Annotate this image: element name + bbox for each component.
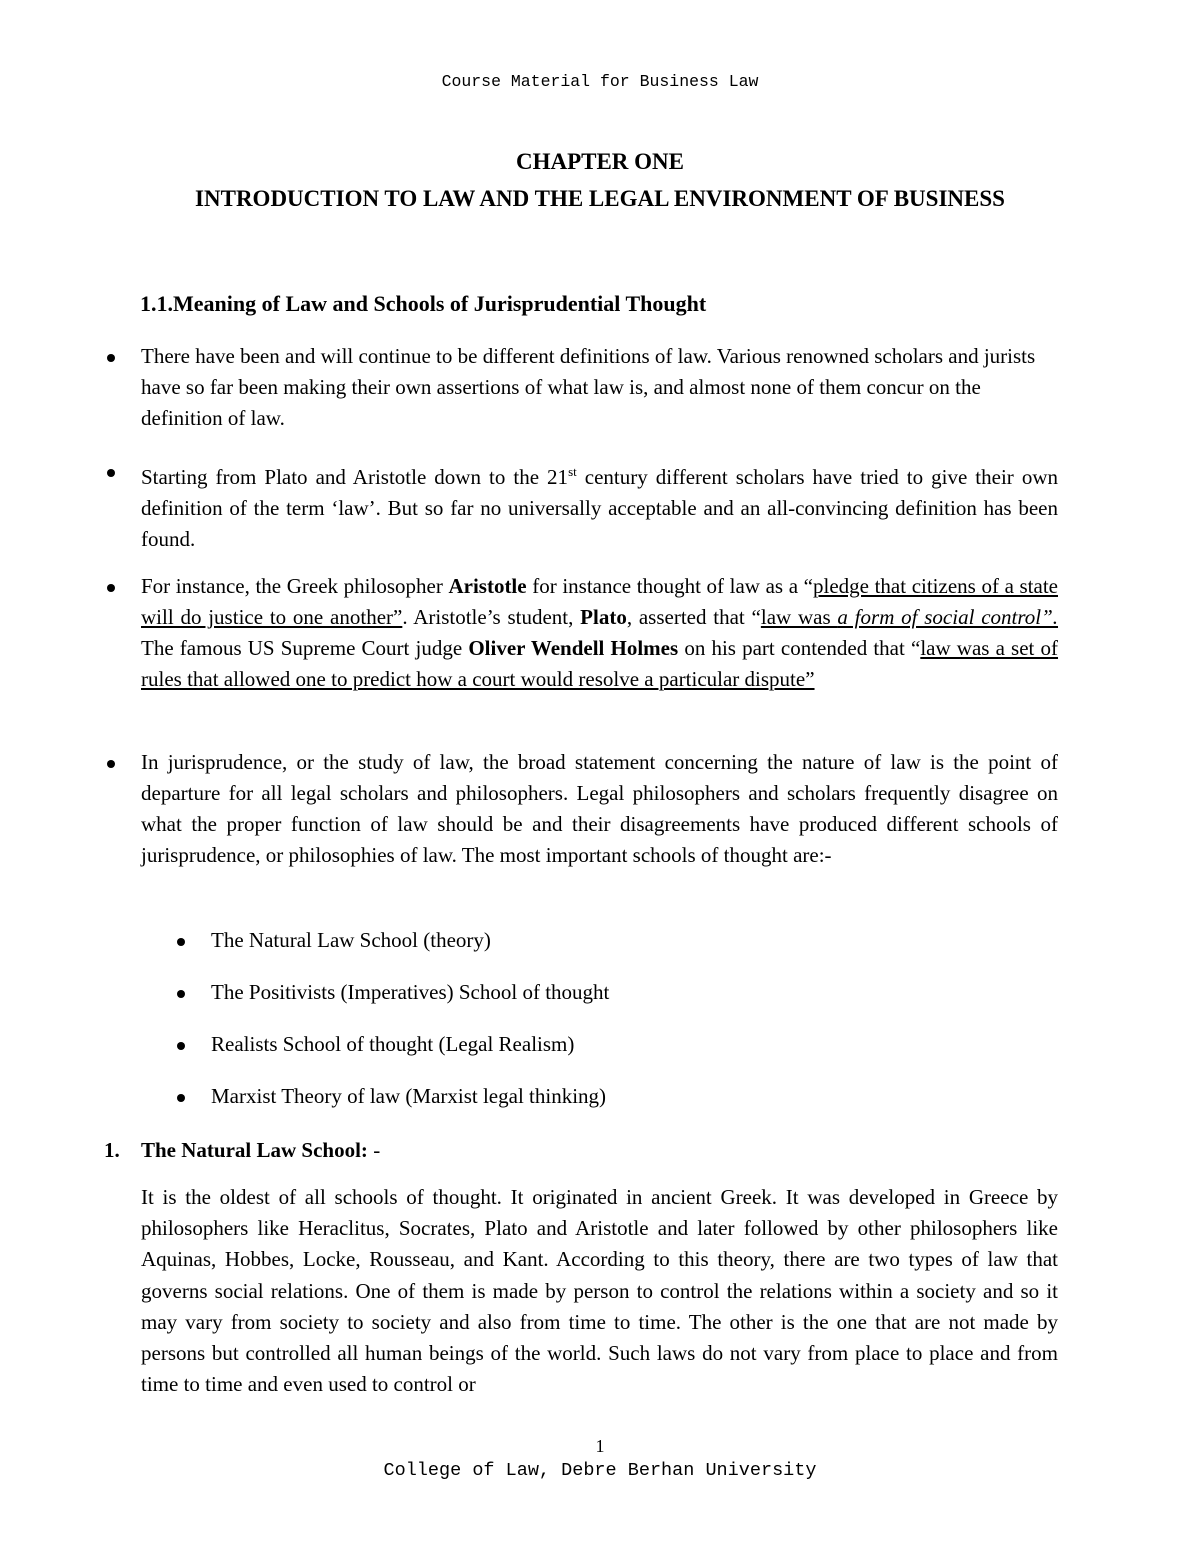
superscript: st [568,464,577,479]
bullet-icon [177,938,185,946]
bullet-icon [107,760,115,768]
bullet-text-part: on his part contended that “ [678,636,921,660]
bullet-icon [107,354,115,362]
page-number: 1 [595,1436,605,1456]
quote-holmes: law was a set of rules that allowed one to predict how a court would resolve a particular dispute” [141,636,1059,691]
quote-aristotle: pledge that citizens of a state will do justice to one another” [141,574,1058,629]
list-item [141,571,1058,695]
list-item [141,341,1058,434]
section-title: Meaning of Law and Schools of Jurisprudential Thought [173,291,707,316]
running-footer: College of Law, Debre Berhan University [383,1460,817,1481]
school-item [211,925,491,956]
school-name: The Positivists (Imperatives) School of thought [211,980,610,1004]
bullet-text-part: For instance, the Greek philosopher [141,574,449,598]
chapter-subtitle: INTRODUCTION TO LAW AND THE LEGAL ENVIRONMENT OF BUSINESS [195,186,1005,211]
bullet-text-part: century different scholars have tried to give their own definition of the term ‘law’. But so far no universally acceptable and an all-convincing definition has been found. [141,465,1058,551]
heading-title: The Natural Law School: [141,1138,368,1162]
bullet-icon [177,1042,185,1050]
bullet-icon [177,1094,185,1102]
school-name: Marxist Theory of law (Marxist legal thinking) [211,1084,607,1108]
quote-plato-italic: a form of social control”. [837,605,1059,629]
bullet-icon [177,990,185,998]
school-item [211,1029,574,1060]
bullet-text-part: The famous US Supreme Court judge [141,636,469,660]
list-item [141,456,1058,555]
school-item [211,1081,606,1112]
heading-dash: - [367,1138,381,1162]
bullet-text: There have been and will continue to be different definitions of law. Various renowned scholars and jurists have so far been making their own assertions of what law is, and almost none of them concur on the definition of law. [141,344,1036,430]
natural-law-heading [104,1135,380,1166]
school-item [211,977,609,1008]
running-header: Course Material for Business Law [441,72,759,91]
section-number: 1.1. [140,291,173,316]
bullet-text-part: for instance thought of law as a “ [526,574,813,598]
section-heading [140,289,706,319]
name-plato: Plato [580,605,627,629]
quote-plato: law was [760,605,838,629]
bullet-icon [107,469,115,477]
bullet-text-part: . Aristotle’s student, [402,605,581,629]
bullet-text-part: , asserted that “ [626,605,761,629]
bullet-text [141,571,1058,695]
school-name: Realists School of thought (Legal Realism) [211,1032,575,1056]
chapter-title [140,143,1060,217]
bullet-text [141,456,1058,555]
bullet-text: In jurisprudence, or the study of law, the broad statement concerning the nature of law is the point of departure for all legal scholars and philosophers. Legal philosophers and scholars frequently disagree on what the proper function of law should be and their disagreements have produced different schools of jurisprudence, or philosophies of law. The most important schools of thought are:- [141,750,1058,867]
name-holmes: Oliver Wendell Holmes [468,636,679,660]
heading-number: 1. [104,1138,120,1162]
bullet-icon [107,584,115,592]
bullet-text-part: Starting from Plato and Aristotle down to the 21 [141,465,569,489]
name-aristotle: Aristotle [448,574,527,598]
school-name: The Natural Law School (theory) [211,928,491,952]
chapter-number: CHAPTER ONE [515,149,685,174]
list-item [141,747,1058,871]
natural-law-paragraph: It is the oldest of all schools of thought. It originated in ancient Greek. It was developed in Greece by philosophers like Heraclitus, Socrates, Plato and Aristotle and later followed by other philosophers like Aquinas, Hobbes, Locke, Rousseau, and Kant. According to this theory, there are two types of law that governs social relations. One of them is made by person to control the relations within a society and so it may vary from society to society and also from time to time. The other is the one that are not made by persons but controlled all human beings of the world. Such laws do not vary from place to place and from time to time and even used to control or [141,1185,1058,1397]
